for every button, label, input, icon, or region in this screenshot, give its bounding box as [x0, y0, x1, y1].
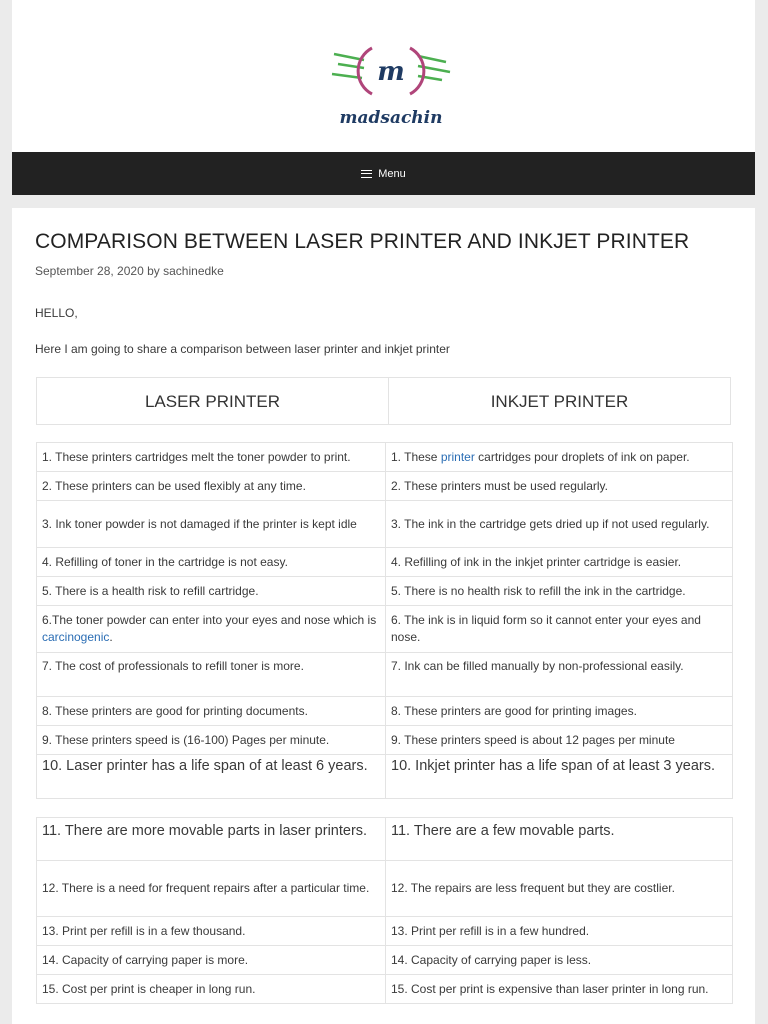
inkjet-cell: 2. These printers must be used regularly.: [386, 472, 733, 501]
inkjet-cell-text: 1. These: [391, 449, 441, 464]
printer-link[interactable]: printer: [440, 449, 475, 464]
inkjet-cell: 10. Inkjet printer has a life span of at least 3 years.: [386, 755, 733, 799]
separator: [12, 195, 755, 208]
post-meta: [35, 264, 224, 278]
carcinogenic-link[interactable]: carcinogenic: [42, 630, 110, 644]
inkjet-cell: 4. Refilling of ink in the inkjet printer cartridge is easier.: [386, 548, 733, 577]
table-row: [37, 472, 733, 501]
laser-cell-text: .: [109, 630, 113, 644]
main-navigation: [12, 152, 755, 195]
post-date-link[interactable]: September 28, 2020: [35, 264, 144, 278]
laser-cell: 14. Capacity of carrying paper is more.: [37, 946, 386, 975]
laser-cell: 12. There is a need for frequent repairs after a particular time.: [37, 861, 386, 917]
table-row: [37, 917, 733, 946]
inkjet-cell: 8. These printers are good for printing images.: [386, 697, 733, 726]
table-row: [37, 501, 733, 548]
table-row: [37, 861, 733, 917]
m-circle-logo-icon: [330, 36, 452, 108]
laser-cell-text: 6.The toner powder can enter into your eyes and nose which is: [42, 613, 377, 627]
greeting: HELLO,: [35, 306, 78, 320]
post-title: COMPARISON BETWEEN LASER PRINTER AND INKJET PRINTER: [35, 230, 690, 253]
header-inkjet: INKJET PRINTER: [389, 378, 731, 425]
laser-cell: 5. There is a health risk to refill cartridge.: [37, 577, 386, 606]
inkjet-cell: 15. Cost per print is expensive than laser printer in long run.: [386, 975, 733, 1004]
menu-label: Menu: [378, 167, 406, 180]
page: [12, 0, 755, 1024]
inkjet-cell-text: cartridges pour droplets of ink on paper.: [474, 449, 690, 464]
menu-toggle-button[interactable]: [361, 168, 406, 180]
post-author-link[interactable]: sachinedke: [163, 264, 224, 278]
inkjet-cell: 14. Capacity of carrying paper is less.: [386, 946, 733, 975]
table-row: [37, 697, 733, 726]
svg-text:m: m: [377, 57, 405, 87]
table-row: [37, 606, 733, 653]
table-row: [37, 653, 733, 697]
laser-cell: 13. Print per refill is in a few thousand.: [37, 917, 386, 946]
header-table: [36, 377, 731, 425]
inkjet-cell: 5. There is no health risk to refill the ink in the cartridge.: [386, 577, 733, 606]
laser-cell: 3. Ink toner powder is not damaged if the printer is kept idle: [37, 501, 386, 548]
inkjet-cell: 3. The ink in the cartridge gets dried up if not used regularly.: [386, 501, 733, 548]
intro-paragraph: Here I am going to share a comparison between laser printer and inkjet printer: [35, 342, 450, 356]
post-by: by: [147, 264, 160, 278]
site-name[interactable]: madsachin: [339, 108, 443, 128]
laser-cell: 10. Laser printer has a life span of at least 6 years.: [37, 755, 386, 799]
laser-cell: 15. Cost per print is cheaper in long run.: [37, 975, 386, 1004]
laser-cell: 1. These printers cartridges melt the toner powder to print.: [37, 443, 386, 472]
table-row: [37, 818, 733, 861]
inkjet-cell: [386, 443, 733, 472]
inkjet-cell: 7. Ink can be filled manually by non-professional easily.: [386, 653, 733, 697]
laser-cell: 8. These printers are good for printing documents.: [37, 697, 386, 726]
comparison-table-1: [36, 442, 733, 799]
table-row: [37, 443, 733, 472]
inkjet-cell: 12. The repairs are less frequent but they are costlier.: [386, 861, 733, 917]
inkjet-cell: 6. The ink is in liquid form so it cannot enter your eyes and nose.: [386, 606, 733, 653]
site-logo[interactable]: [330, 36, 452, 132]
header-laser: LASER PRINTER: [37, 378, 389, 425]
laser-cell: [37, 606, 386, 653]
laser-cell: 9. These printers speed is (16-100) Pages per minute.: [37, 726, 386, 755]
laser-cell: 11. There are more movable parts in laser printers.: [37, 818, 386, 861]
site-header: [12, 0, 755, 152]
table-row: [37, 755, 733, 799]
table-row: [37, 548, 733, 577]
inkjet-cell: 11. There are a few movable parts.: [386, 818, 733, 861]
table-row: [37, 577, 733, 606]
table-row: [37, 726, 733, 755]
hamburger-icon: [361, 170, 372, 178]
inkjet-cell: 9. These printers speed is about 12 pages per minute: [386, 726, 733, 755]
laser-cell: 4. Refilling of toner in the cartridge is not easy.: [37, 548, 386, 577]
table-header-row: [37, 378, 731, 425]
comparison-table-2: [36, 817, 733, 1004]
laser-cell: 2. These printers can be used flexibly at any time.: [37, 472, 386, 501]
table-row: [37, 975, 733, 1004]
laser-cell: 7. The cost of professionals to refill toner is more.: [37, 653, 386, 697]
table-row: [37, 946, 733, 975]
inkjet-cell: 13. Print per refill is in a few hundred.: [386, 917, 733, 946]
